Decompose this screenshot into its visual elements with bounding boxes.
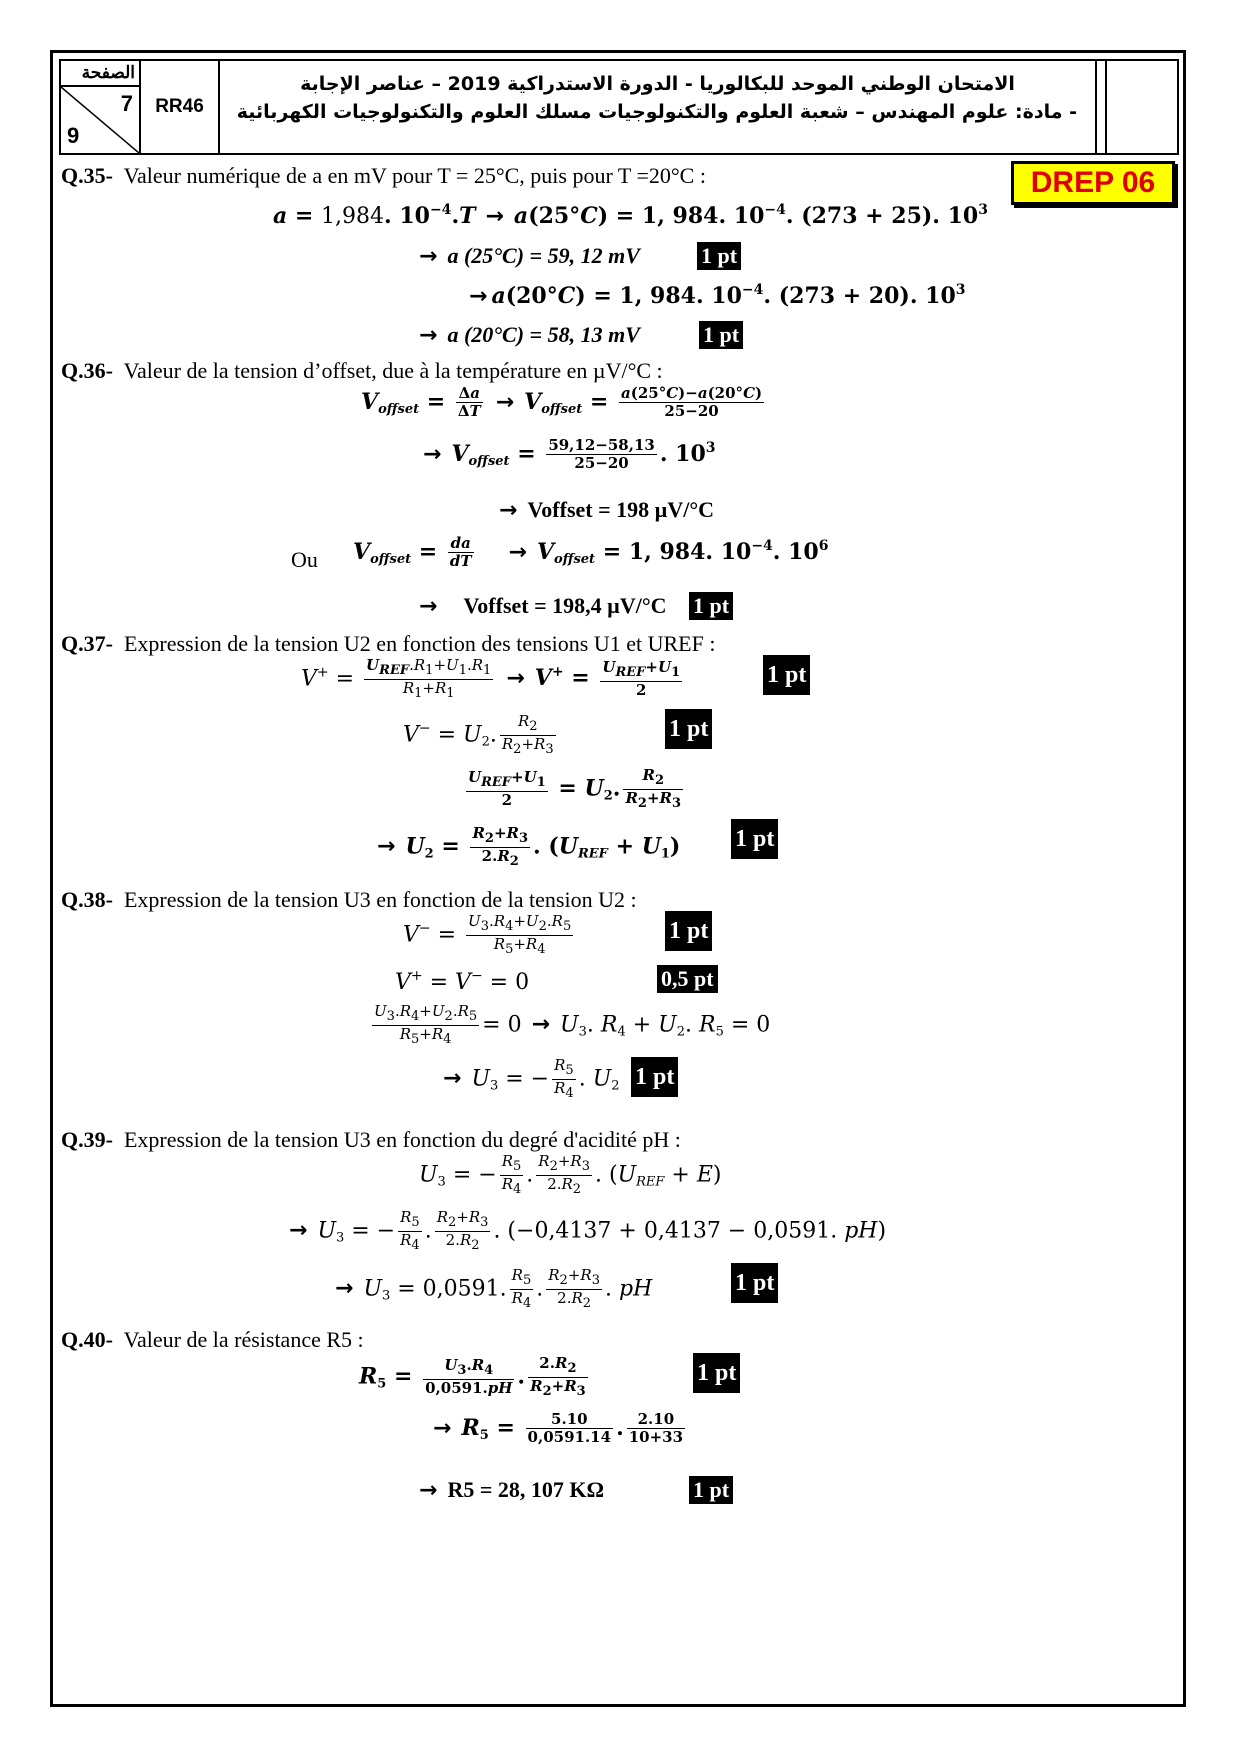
equation-u3-u2: → $U_3$ = − $\frac{R_5}{R_4}$ . $U_2$ <box>443 1056 620 1101</box>
equation-r5-numeric: → $R_5$ = $\frac{5.10}{0,0591.14}$ . $\frac{2.10}{10+33}$ <box>433 1410 684 1447</box>
page-number-cell <box>61 61 141 153</box>
result-r5: → R5 = 28, 107 KΩ <box>419 1477 605 1503</box>
equation-vminus-u3: V− = $\frac{U_3.R_4+U_2.R_5}{R_5+R_4}$ <box>403 912 572 957</box>
points-badge: 1 pt <box>763 655 810 695</box>
page-total: 9 <box>67 123 80 148</box>
question-40: Q.40- Valeur de la résistance R5 : <box>61 1327 364 1352</box>
question-35: Q.35- Valeur numérique de a en mV pour T = 25°C, puis pour T =20°C : <box>61 163 706 188</box>
points-badge: 1 pt <box>665 709 712 749</box>
result-voffset-1: → Voffset = 198 µV/°C <box>499 497 715 523</box>
points-badge: 1 pt <box>631 1057 678 1097</box>
result-a25: → a (25°C) = 59, 12 mV <box>419 243 640 269</box>
drep-badge: DREP 06 <box>1011 161 1175 205</box>
equation-a20: → a(20°C) = 1, 984. $10^{-4}$. (273 + 20). $10^3$ <box>469 282 966 309</box>
question-39: Q.39- Expression de la tension U3 en fonction du degré d'acidité pH : <box>61 1127 681 1152</box>
exam-code: RR46 <box>141 61 220 153</box>
equation-vplus: V+ = $U_{REF}.R_1+U_1.R_1$ $R_1+R_1$ → V+ = $U_{REF}+U_1$ 2 <box>301 656 681 701</box>
equation-u3-ph: → $U_3 = 0,0591$. $\frac{R_5}{R_4}$ . $\frac{R_2+R_3}{2.R_2}$ . pH <box>335 1266 653 1311</box>
result-a20: → a (20°C) = 58, 13 mV <box>419 322 640 348</box>
question-37: Q.37- Expression de la tension U2 en fonction des tensions U1 et UREF : <box>61 631 716 656</box>
points-badge: 1 pt <box>731 819 778 859</box>
header-blank-cell <box>1097 61 1177 153</box>
exam-header <box>59 59 1179 155</box>
exam-title-line2: - مادة: علوم المهندس – شعبة العلوم والتكنولوجيات مسلك العلوم والتكنولوجيات الكهربائية <box>236 101 1077 123</box>
points-badge: 1 pt <box>697 242 741 270</box>
points-badge: 1 pt <box>693 1353 740 1393</box>
points-badge: 1 pt <box>731 1263 778 1303</box>
question-38: Q.38- Expression de la tension U3 en fonction de la tension U2 : <box>61 887 637 912</box>
question-36: Q.36- Valeur de la tension d’offset, due à la température en µV/°C : <box>61 358 663 383</box>
equation-u3-sum: $\frac{U_3.R_4+U_2.R_5}{R_5+R_4}$ = $0 \to U_3$. $R_4 + U_2$. $R_5 = 0$ <box>374 1002 771 1047</box>
equation-vminus: $V^- = U_2$. $\frac{R_2}{R_2+R_3}$ <box>403 712 554 757</box>
equation-voffset-num: → $V_{offset}$ = $\frac{59,12-58,13}{25-20}$ . $10^3$ <box>423 436 716 473</box>
equation-a-formula: a = 1,984. $10^{-4}.T \to a(25^\circ C) = 1$, 984. $10^{-4}$. (273 + 25). $10^3$ <box>273 202 988 229</box>
points-badge: 0,5 pt <box>657 965 718 993</box>
page-number: 7 <box>120 91 133 116</box>
equation-equality: $U_{REF}+U_1$ 2 = $U_2$. $\frac{R_2}{R_2+R_3}$ <box>468 766 682 811</box>
equation-r5-formula: $R_5$ = $\frac{U_3.R_4}{0,0591.pH}$ . $\frac{2.R_2}{R_2+R_3}$ <box>359 1354 586 1399</box>
points-badge: 1 pt <box>665 911 712 951</box>
equation-u3-ph-expanded: → $U_3$ = − $\frac{R_5}{R_4}$ . $\frac{R_2+R_3}{2.R_2}$ . (−0,4137 + 0,4137 − 0,0591. pH) <box>289 1208 887 1253</box>
or-label: Ou <box>291 547 318 572</box>
equation-vplus-vminus: V+ = V− = 0 <box>395 968 530 995</box>
equation-voffset-derivative: $V_{offset}$ = $\frac{da}{dT}$ → $V_{offset} = 1$, 984. $10^{-4}$. $10^6$ <box>353 534 829 571</box>
answer-sheet-frame <box>50 50 1186 1707</box>
equation-u2-result: → $U_2$ = $\frac{R_2+R_3}{2.R_2}$ . $(U_{REF} + U_1)$ <box>377 824 681 869</box>
exam-title-line1: الامتحان الوطني الموحد للبكالوريا - الدورة الاستدراكية 2019 – عناصر الإجابة <box>300 73 1015 95</box>
page-label: الصفحة <box>81 63 135 82</box>
equation-u3-e: $U_3$ = − $\frac{R_5}{R_4}$ . $\frac{R_2+R_3}{2.R_2}$ . $(U_{REF} + E)$ <box>419 1152 722 1197</box>
result-voffset-2: → Voffset = 198,4 µV/°C <box>419 593 667 619</box>
points-badge: 1 pt <box>689 1476 733 1504</box>
equation-voffset-def: $V_{offset}$ = $\frac{\Delta a}{\Delta T}$ → $V_{offset}$ = $\frac{a(25^\circ C)-a(20^\circ C)}{25-20}$ <box>361 384 763 421</box>
points-badge: 1 pt <box>689 592 733 620</box>
exam-title <box>220 61 1097 153</box>
points-badge: 1 pt <box>699 321 743 349</box>
